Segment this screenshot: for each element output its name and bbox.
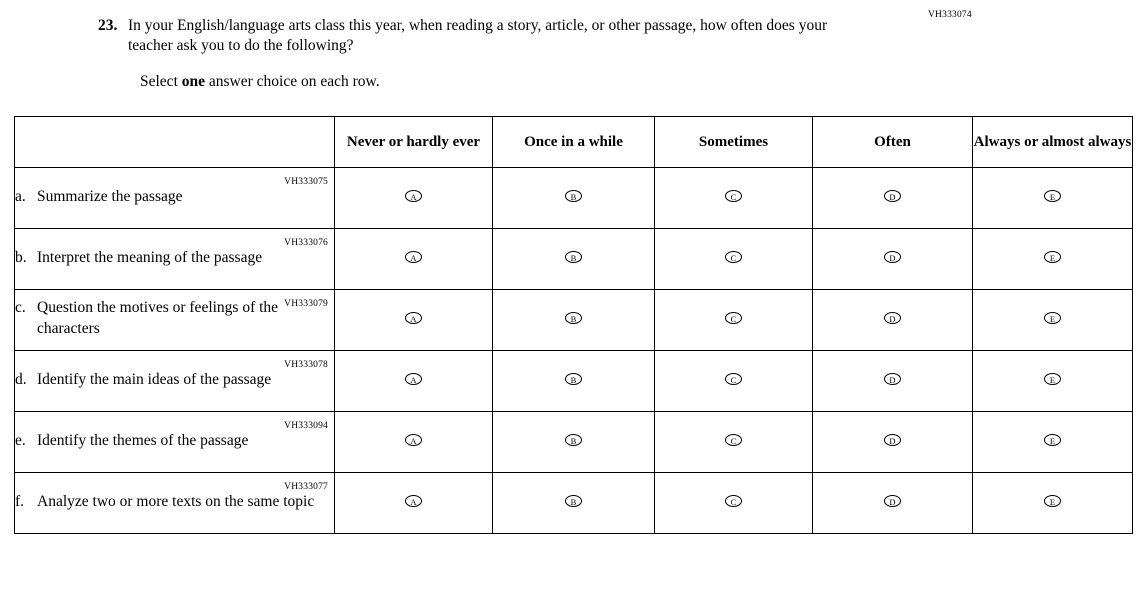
option-c-once-in-a-while[interactable] [493, 290, 655, 351]
bubble-e5[interactable]: E [1044, 434, 1061, 446]
bubble-e2[interactable]: B [565, 434, 582, 446]
question-block [98, 16, 858, 92]
row-text-c: Question the motives or feelings of the characters [37, 299, 279, 337]
bubble-c4[interactable]: D [884, 312, 901, 324]
row-stem-f [15, 473, 335, 534]
table-row [15, 473, 1133, 534]
row-text-a: Summarize the passage [37, 187, 183, 205]
row-text-b: Interpret the meaning of the passage [37, 248, 263, 266]
option-f-never-or-hardly-ever[interactable] [335, 473, 493, 534]
header-always-or-almost-always: Always or almost always [973, 117, 1133, 168]
question-instruction [140, 72, 858, 92]
option-a-always-or-almost-always[interactable] [973, 168, 1133, 229]
row-text-d: Identify the main ideas of the passage [37, 370, 272, 388]
option-e-sometimes[interactable] [655, 412, 813, 473]
question-number: 23. [98, 17, 118, 34]
bubble-f2[interactable]: B [565, 495, 582, 507]
option-b-often[interactable] [813, 229, 973, 290]
option-e-often[interactable] [813, 412, 973, 473]
bubble-d1[interactable]: A [405, 373, 422, 385]
bubble-a5[interactable]: E [1044, 190, 1061, 202]
row-letter-c: c. [15, 299, 26, 316]
header-often: Often [813, 117, 973, 168]
question-text: In your English/language arts class this year, when reading a story, article, or other passage, how often does your teacher ask you to do the following? [128, 17, 828, 54]
row-letter-e: e. [15, 431, 26, 449]
option-c-often[interactable] [813, 290, 973, 351]
bubble-b4[interactable]: D [884, 251, 901, 263]
bubble-c2[interactable]: B [565, 312, 582, 324]
option-d-never-or-hardly-ever[interactable] [335, 351, 493, 412]
option-d-always-or-almost-always[interactable] [973, 351, 1133, 412]
instruction-suffix: answer choice on each row. [205, 73, 380, 90]
bubble-b2[interactable]: B [565, 251, 582, 263]
row-stem-d [15, 351, 335, 412]
row-letter-f: f. [15, 492, 25, 510]
header-stem-column [15, 117, 335, 168]
instruction-emphasis: one [181, 73, 205, 90]
option-b-once-in-a-while[interactable] [493, 229, 655, 290]
bubble-d4[interactable]: D [884, 373, 901, 385]
matrix-body [15, 168, 1133, 534]
row-text-e: Identify the themes of the passage [37, 431, 249, 449]
option-f-sometimes[interactable] [655, 473, 813, 534]
instruction-prefix: Select [140, 73, 182, 90]
row-stem-e [15, 412, 335, 473]
table-row [15, 168, 1133, 229]
bubble-f3[interactable]: C [725, 495, 742, 507]
option-c-always-or-almost-always[interactable] [973, 290, 1133, 351]
bubble-f5[interactable]: E [1044, 495, 1061, 507]
table-row [15, 229, 1133, 290]
option-a-never-or-hardly-ever[interactable] [335, 168, 493, 229]
bubble-f1[interactable]: A [405, 495, 422, 507]
option-b-sometimes[interactable] [655, 229, 813, 290]
row-stem-a [15, 168, 335, 229]
row-text-f: Analyze two or more texts on the same topic [37, 492, 315, 510]
option-c-never-or-hardly-ever[interactable] [335, 290, 493, 351]
header-row [15, 117, 1133, 168]
option-d-sometimes[interactable] [655, 351, 813, 412]
option-a-once-in-a-while[interactable] [493, 168, 655, 229]
row-code-a: VH333075 [284, 177, 328, 187]
bubble-f4[interactable]: D [884, 495, 901, 507]
bubble-e3[interactable]: C [725, 434, 742, 446]
option-f-once-in-a-while[interactable] [493, 473, 655, 534]
option-b-never-or-hardly-ever[interactable] [335, 229, 493, 290]
row-letter-a: a. [15, 187, 26, 205]
option-e-once-in-a-while[interactable] [493, 412, 655, 473]
option-e-never-or-hardly-ever[interactable] [335, 412, 493, 473]
table-row [15, 290, 1133, 351]
bubble-e4[interactable]: D [884, 434, 901, 446]
option-f-always-or-almost-always[interactable] [973, 473, 1133, 534]
bubble-c3[interactable]: C [725, 312, 742, 324]
option-c-sometimes[interactable] [655, 290, 813, 351]
bubble-c1[interactable]: A [405, 312, 422, 324]
bubble-d5[interactable]: E [1044, 373, 1061, 385]
row-letter-b: b. [15, 248, 27, 266]
row-stem-c [15, 290, 335, 351]
row-code-c: VH333079 [284, 299, 328, 309]
matrix-header [15, 117, 1133, 168]
bubble-a1[interactable]: A [405, 190, 422, 202]
header-once-in-a-while: Once in a while [493, 117, 655, 168]
row-code-d: VH333078 [284, 360, 328, 370]
option-f-often[interactable] [813, 473, 973, 534]
row-stem-b [15, 229, 335, 290]
option-b-always-or-almost-always[interactable] [973, 229, 1133, 290]
option-a-often[interactable] [813, 168, 973, 229]
bubble-e1[interactable]: A [405, 434, 422, 446]
response-matrix [14, 116, 1133, 534]
row-code-b: VH333076 [284, 238, 328, 248]
option-a-sometimes[interactable] [655, 168, 813, 229]
bubble-b1[interactable]: A [405, 251, 422, 263]
header-never-or-hardly-ever: Never or hardly ever [335, 117, 493, 168]
bubble-b5[interactable]: E [1044, 251, 1061, 263]
bubble-a4[interactable]: D [884, 190, 901, 202]
option-d-once-in-a-while[interactable] [493, 351, 655, 412]
bubble-d3[interactable]: C [725, 373, 742, 385]
row-letter-d: d. [15, 370, 27, 388]
bubble-a3[interactable]: C [725, 190, 742, 202]
bubble-d2[interactable]: B [565, 373, 582, 385]
row-code-f: VH333077 [284, 482, 328, 492]
bubble-a2[interactable]: B [565, 190, 582, 202]
table-row [15, 412, 1133, 473]
row-code-e: VH333094 [284, 421, 328, 431]
item-code-header: VH333074 [928, 10, 972, 20]
table-row [15, 351, 1133, 412]
bubble-b3[interactable]: C [725, 251, 742, 263]
option-e-always-or-almost-always[interactable] [973, 412, 1133, 473]
header-sometimes: Sometimes [655, 117, 813, 168]
option-d-often[interactable] [813, 351, 973, 412]
bubble-c5[interactable]: E [1044, 312, 1061, 324]
